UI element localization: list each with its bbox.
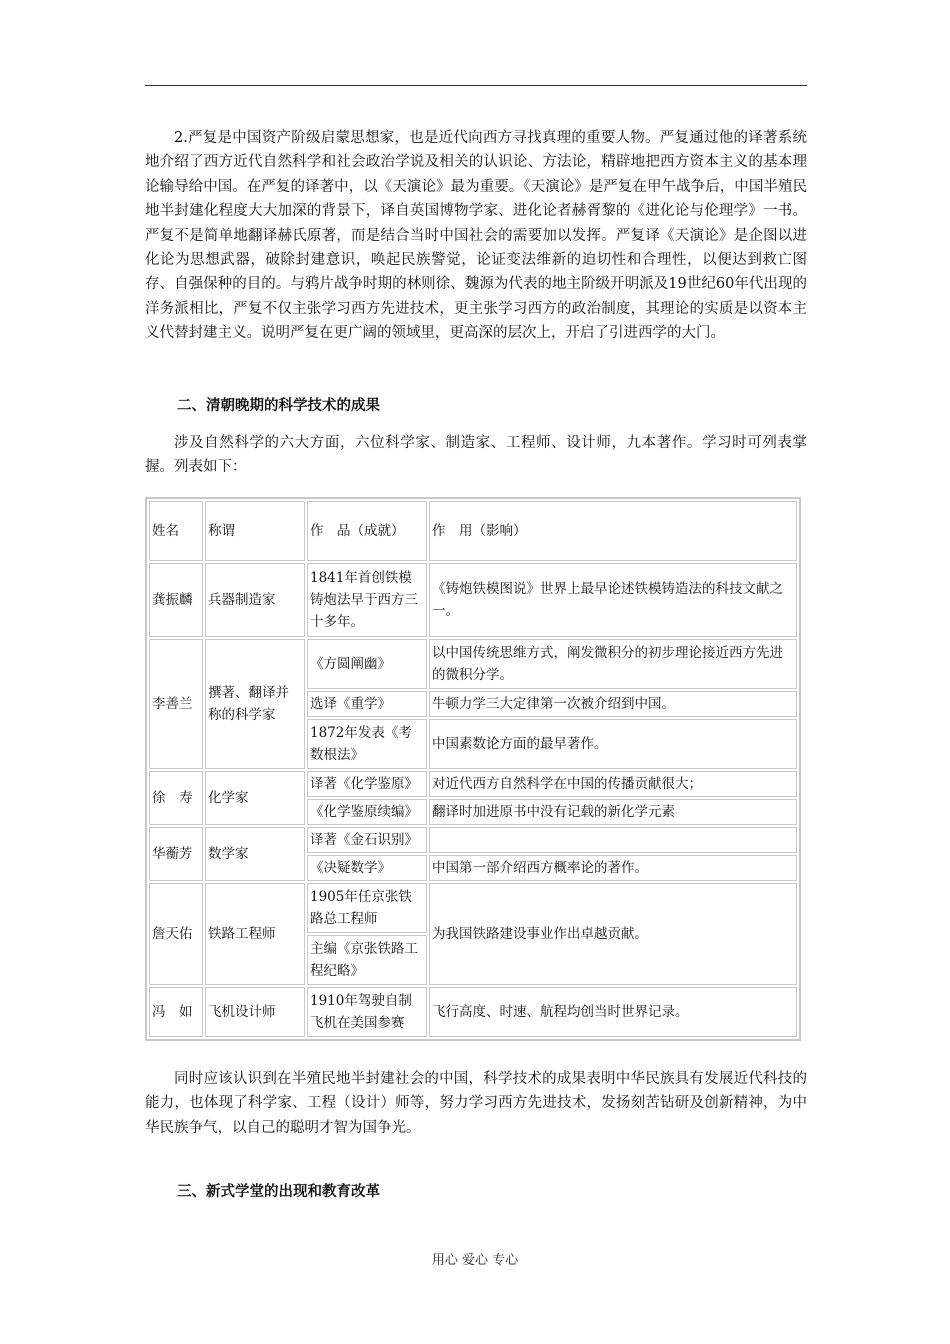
cell-title: 数学家 [205,827,305,881]
cell-work: 1910年驾驶自制飞机在美国参赛 [307,987,427,1037]
cell-work: 《化学鉴原续编》 [307,799,427,825]
paragraph-conclusion: 同时应该认识到在半殖民地半封建社会的中国，科学技术的成果表明中华民族具有发展近代科技的能力，也体现了科学家、工程（设计）师等，努力学习西方先进技术，发扬刻苦钻研及创新精神，为中华民族争气，以自己的聪明才智为国争光。 [145,1071,807,1136]
paragraph-table-intro: 涉及自然科学的六大方面，六位科学家、制造家、工程师、设计师，九本著作。学习时可列表掌握。列表如下： [145,435,807,476]
cell-work: 译著《金石识别》 [307,827,427,853]
cell-work: 1905年任京张铁路总工程师 [307,883,427,933]
cell-effect: 为我国铁路建设事业作出卓越贡献。 [429,883,797,985]
scientists-table [145,497,801,1041]
cell-title: 撰著、翻译并称的科学家 [205,639,305,769]
cell-effect: 翻译时加进原书中没有记载的新化学元素 [429,799,797,825]
cell-title: 飞机设计师 [205,987,305,1037]
section-heading-schools: 三、新式学堂的出现和教育改革 [177,1184,380,1200]
cell-effect: 对近代西方自然科学在中国的传播贡献很大； [429,771,797,797]
cell-name: 华蘅芳 [149,827,203,881]
cell-effect: 中国第一部介绍西方概率论的著作。 [429,855,797,881]
cell-effect: 牛顿力学三大定律第一次被介绍到中国。 [429,691,797,717]
cell-work: 《决疑数学》 [307,855,427,881]
cell-effect: 中国素数论方面的最早著作。 [429,719,797,769]
table-header-row [149,501,797,561]
cell-name: 李善兰 [149,639,203,769]
header-rule [145,85,807,86]
cell-name: 冯 如 [149,987,203,1037]
cell-title: 铁路工程师 [205,883,305,985]
section-heading-science: 二、清朝晚期的科学技术的成果 [177,398,380,414]
header-cell-effect: 作 用（影响） [429,501,797,561]
table-row [149,883,797,933]
cell-work: 1872年发表《考数根法》 [307,719,427,769]
cell-name: 龚振麟 [149,563,203,637]
table-row [149,771,797,797]
header-cell-work: 作 品（成就） [307,501,427,561]
cell-effect: 《铸炮铁模图说》世界上最早论述铁模铸造法的科技文献之一。 [429,563,797,637]
header-cell-title: 称谓 [205,501,305,561]
table-row [149,987,797,1037]
cell-work: 《方圆阐幽》 [307,639,427,689]
cell-work: 主编《京张铁路工程纪略》 [307,935,427,985]
cell-title: 兵器制造家 [205,563,305,637]
table-row [149,563,797,637]
cell-name: 徐 寿 [149,771,203,825]
cell-effect [429,827,797,853]
cell-effect: 飞行高度、时速、航程均创当时世界记录。 [429,987,797,1037]
table-row [149,639,797,689]
page-footer: 用心 爱心 专心 [431,1253,519,1268]
header-cell-name: 姓名 [149,501,203,561]
cell-work: 译著《化学鉴原》 [307,771,427,797]
paragraph-yanfu: 2.严复是中国资产阶级启蒙思想家，也是近代向西方寻找真理的重要人物。严复通过他的译著系统地介绍了西方近代自然科学和社会政治学说及相关的认识论、方法论，精辟地把西方资本主义的基本理论输导给中国。在严复的译著中，以《天演论》最为重要。《天演论》是严复在甲午战争后，中国半殖民地半封建化程度大大加深的背景下，译自英国博物学家、进化论者赫胥黎的《进化论与伦理学》一书。严复不是简单地翻译赫氏原著，而是结合当时中国社会的需要加以发挥。严复译《天演论》是企图以进化论为思想武器，破除封建意识，唤起民族警觉，论证变法维新的迫切性和合理性，以便达到救亡图存、自强保种的目的。与鸦片战争时期的林则徐、魏源为代表的地主阶级开明派及19世纪60年代出现的洋务派相比，严复不仅主张学习西方先进技术，更主张学习西方的政治制度，其理论的实质是以资本主义代替封建主义。说明严复在更广阔的领域里，更高深的层次上，开启了引进西学的大门。 [145,130,807,342]
cell-effect: 以中国传统思维方式，阐发微积分的初步理论接近西方先进的微积分学。 [429,639,797,689]
cell-title: 化学家 [205,771,305,825]
table-row [149,827,797,853]
cell-work: 选译《重学》 [307,691,427,717]
cell-work: 1841年首创铁模铸炮法早于西方三十多年。 [307,563,427,637]
cell-name: 詹天佑 [149,883,203,985]
